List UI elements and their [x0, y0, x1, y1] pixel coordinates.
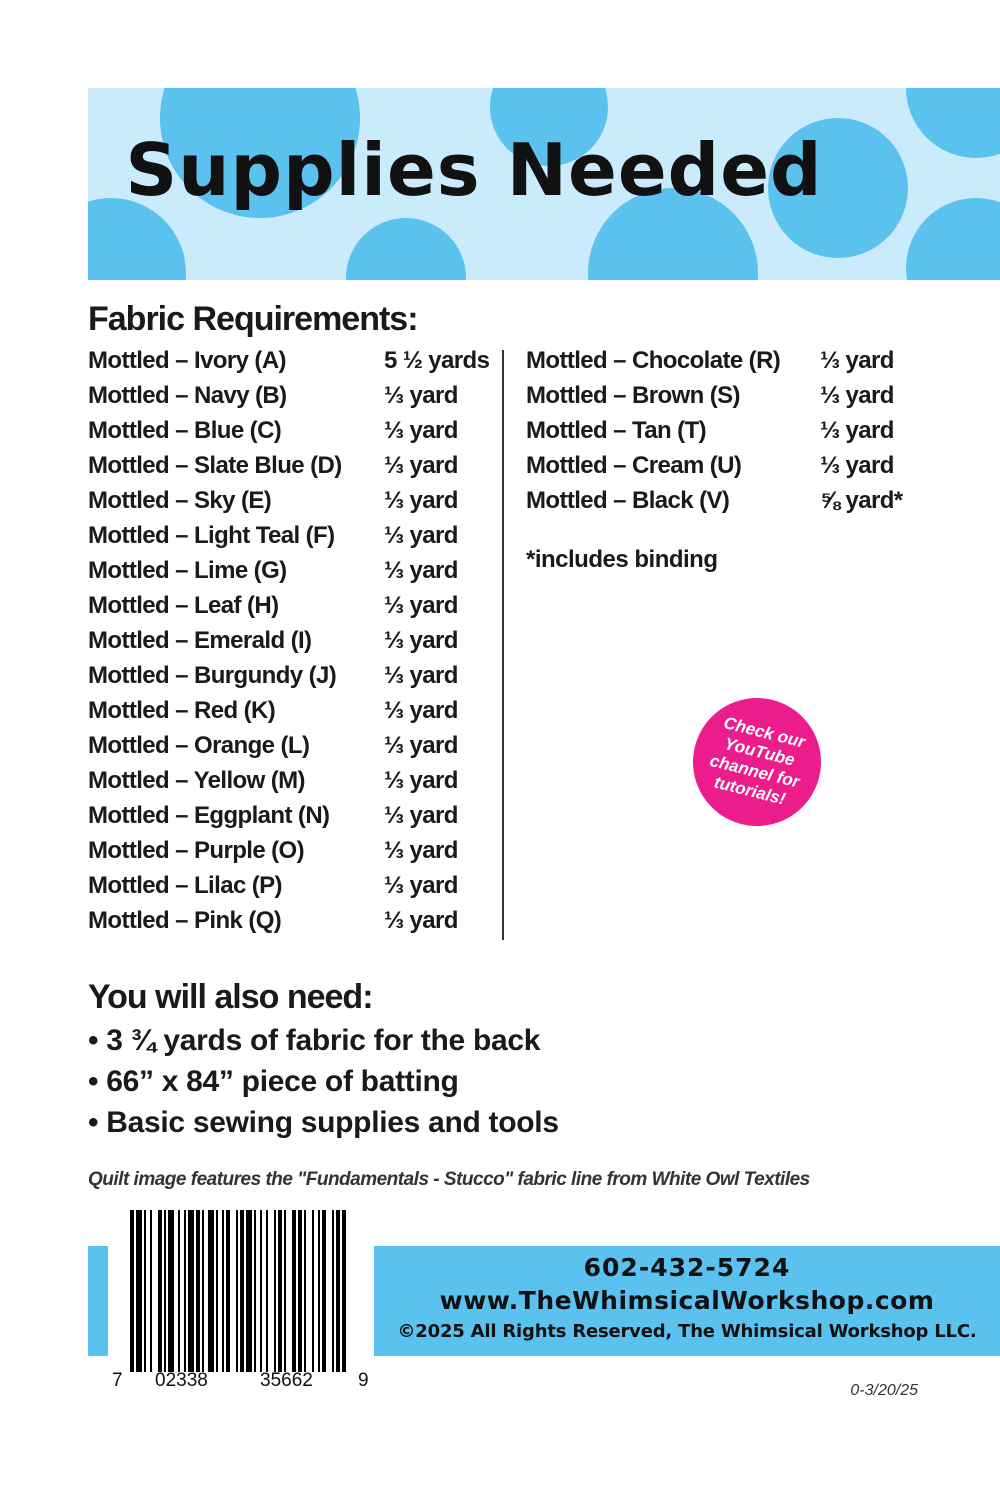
barcode-bar [284, 1210, 286, 1372]
fabric-name: Mottled – Emerald (I) [88, 627, 312, 654]
fabric-row [88, 522, 500, 557]
fabric-name: Mottled – Lime (G) [88, 557, 287, 584]
fabric-row [88, 767, 500, 802]
barcode-bar [336, 1210, 340, 1372]
copyright: ©2025 All Rights Reserved, The Whimsical Workshop LLC. [397, 1321, 977, 1342]
barcode-bar [222, 1210, 224, 1372]
fabric-row [88, 417, 500, 452]
fabric-quantity: ⅓ yard [820, 347, 894, 374]
website-link[interactable]: www.TheWhimsicalWorkshop.com [439, 1286, 935, 1315]
fabric-row [526, 417, 966, 452]
barcode-digit-group2: 35662 [260, 1370, 313, 1391]
barcode-digit-check: 9 [358, 1370, 369, 1391]
barcode-bar [226, 1210, 230, 1372]
supply-item: • Basic sewing supplies and tools [88, 1106, 559, 1139]
supply-item: • 66” x 84” piece of batting [88, 1065, 459, 1098]
fabric-name: Mottled – Light Teal (F) [88, 522, 335, 549]
fabric-quantity: ⅓ yard [384, 907, 458, 934]
fabric-row [88, 837, 500, 872]
barcode-bar [168, 1210, 174, 1372]
fabric-quantity: ⅓ yard [384, 417, 458, 444]
fabric-credit: Quilt image features the "Fundamentals - Stucco" fabric line from White Owl Textiles [88, 1169, 810, 1190]
fabric-quantity: ⅓ yard [384, 697, 458, 724]
fabric-quantity: ⅓ yard [384, 802, 458, 829]
fabric-row [526, 487, 966, 522]
fabric-quantity: ⅓ yard [384, 732, 458, 759]
youtube-badge[interactable] [679, 684, 834, 839]
barcode [112, 1202, 368, 1402]
fabric-row [88, 487, 500, 522]
barcode-bar [312, 1210, 314, 1372]
fabric-name: Mottled – Burgundy (J) [88, 662, 337, 689]
fabric-name: Mottled – Navy (B) [88, 382, 287, 409]
fabric-name: Mottled – Red (K) [88, 697, 276, 724]
barcode-bar [196, 1210, 200, 1372]
fabric-quantity: ⅓ yard [384, 767, 458, 794]
fabric-name: Mottled – Sky (E) [88, 487, 272, 514]
fabric-quantity: ⅝ yard* [820, 487, 903, 514]
fabric-row [88, 697, 500, 732]
barcode-bar [260, 1210, 262, 1372]
fabric-row [526, 452, 966, 487]
fabric-name: Mottled – Cream (U) [526, 452, 742, 479]
contact-panel [374, 1246, 1000, 1356]
barcode-bar [278, 1210, 282, 1372]
fabric-name: Mottled – Pink (Q) [88, 907, 282, 934]
fabric-quantity: ⅓ yard [384, 557, 458, 584]
fabric-quantity: ⅓ yard [820, 452, 894, 479]
fabric-row [88, 347, 500, 382]
barcode-bar [274, 1210, 276, 1372]
barcode-bar [304, 1210, 306, 1372]
barcode-bar [184, 1210, 186, 1372]
fabric-quantity: ⅓ yard [384, 627, 458, 654]
barcode-bar [202, 1210, 204, 1372]
fabric-quantity: ⅓ yard [384, 662, 458, 689]
fabric-row [88, 907, 500, 942]
barcode-bar [208, 1210, 214, 1372]
fabric-requirements-heading: Fabric Requirements: [88, 300, 418, 338]
header-banner [88, 88, 1000, 280]
barcode-bar [236, 1210, 238, 1372]
fabric-name: Mottled – Eggplant (N) [88, 802, 330, 829]
fabric-row [88, 557, 500, 592]
fabric-quantity: ⅓ yard [820, 382, 894, 409]
barcode-bar [178, 1210, 180, 1372]
fabric-name: Mottled – Leaf (H) [88, 592, 279, 619]
barcode-bar [136, 1210, 142, 1372]
barcode-bar [130, 1210, 134, 1372]
barcode-bar [144, 1210, 146, 1372]
column-divider [502, 350, 504, 940]
barcode-bar [254, 1210, 256, 1372]
fabric-row [88, 872, 500, 907]
fabric-row [88, 627, 500, 662]
fabric-quantity: ⅓ yard [384, 837, 458, 864]
barcode-bar [266, 1210, 268, 1372]
supply-item: • 3 ¾ yards of fabric for the back [88, 1024, 541, 1057]
fabric-quantity: ⅓ yard [384, 522, 458, 549]
barcode-bar [150, 1210, 152, 1372]
fabric-name: Mottled – Purple (O) [88, 837, 305, 864]
fabric-quantity: ⅓ yard [820, 417, 894, 444]
fabric-row [88, 732, 500, 767]
fabric-row [88, 662, 500, 697]
fabric-quantity: ⅓ yard [384, 452, 458, 479]
barcode-bars [112, 1202, 368, 1372]
fabric-name: Mottled – Black (V) [526, 487, 730, 514]
barcode-bar [216, 1210, 218, 1372]
also-need-list [88, 1024, 559, 1147]
fabric-name: Mottled – Tan (T) [526, 417, 706, 444]
also-need-heading: You will also need: [88, 978, 373, 1016]
phone-number: 602-432-5724 [583, 1253, 791, 1282]
fabric-name: Mottled – Chocolate (R) [526, 347, 781, 374]
fabric-name: Mottled – Slate Blue (D) [88, 452, 342, 479]
barcode-digit-group1: 02338 [155, 1370, 208, 1391]
fabric-row [526, 382, 966, 417]
fabric-row [88, 592, 500, 627]
barcode-bar [292, 1210, 296, 1372]
fabric-name: Mottled – Yellow (M) [88, 767, 305, 794]
fabric-list-right [526, 347, 966, 522]
binding-note: *includes binding [526, 546, 718, 573]
fabric-quantity: ⅓ yard [384, 487, 458, 514]
fabric-row [88, 802, 500, 837]
barcode-bar [318, 1210, 320, 1372]
barcode-bar [332, 1210, 334, 1372]
fabric-quantity: 5 ½ yards [384, 347, 490, 374]
fabric-row [88, 452, 500, 487]
fabric-name: Mottled – Lilac (P) [88, 872, 282, 899]
barcode-bar [240, 1210, 244, 1372]
fabric-row [88, 382, 500, 417]
fabric-quantity: ⅓ yard [384, 592, 458, 619]
fabric-row [526, 347, 966, 382]
fabric-quantity: ⅓ yard [384, 872, 458, 899]
barcode-bar [322, 1210, 326, 1372]
print-code: 0-3/20/25 [850, 1382, 918, 1399]
barcode-bar [158, 1210, 162, 1372]
fabric-name: Mottled – Orange (L) [88, 732, 310, 759]
barcode-bar [298, 1210, 302, 1372]
fabric-name: Mottled – Brown (S) [526, 382, 740, 409]
barcode-bar [164, 1210, 166, 1372]
badge-text: Check our YouTube channel for tutorials! [707, 713, 808, 809]
fabric-quantity: ⅓ yard [384, 382, 458, 409]
fabric-list-left [88, 347, 500, 942]
page-title: Supplies Needed [125, 128, 823, 212]
left-accent-bar [88, 1246, 108, 1356]
decorative-dot [346, 218, 466, 280]
barcode-digit-lead: 7 [112, 1370, 123, 1391]
barcode-bar [188, 1210, 194, 1372]
barcode-bar [246, 1210, 252, 1372]
fabric-name: Mottled – Ivory (A) [88, 347, 286, 374]
barcode-bar [342, 1210, 346, 1372]
fabric-name: Mottled – Blue (C) [88, 417, 282, 444]
